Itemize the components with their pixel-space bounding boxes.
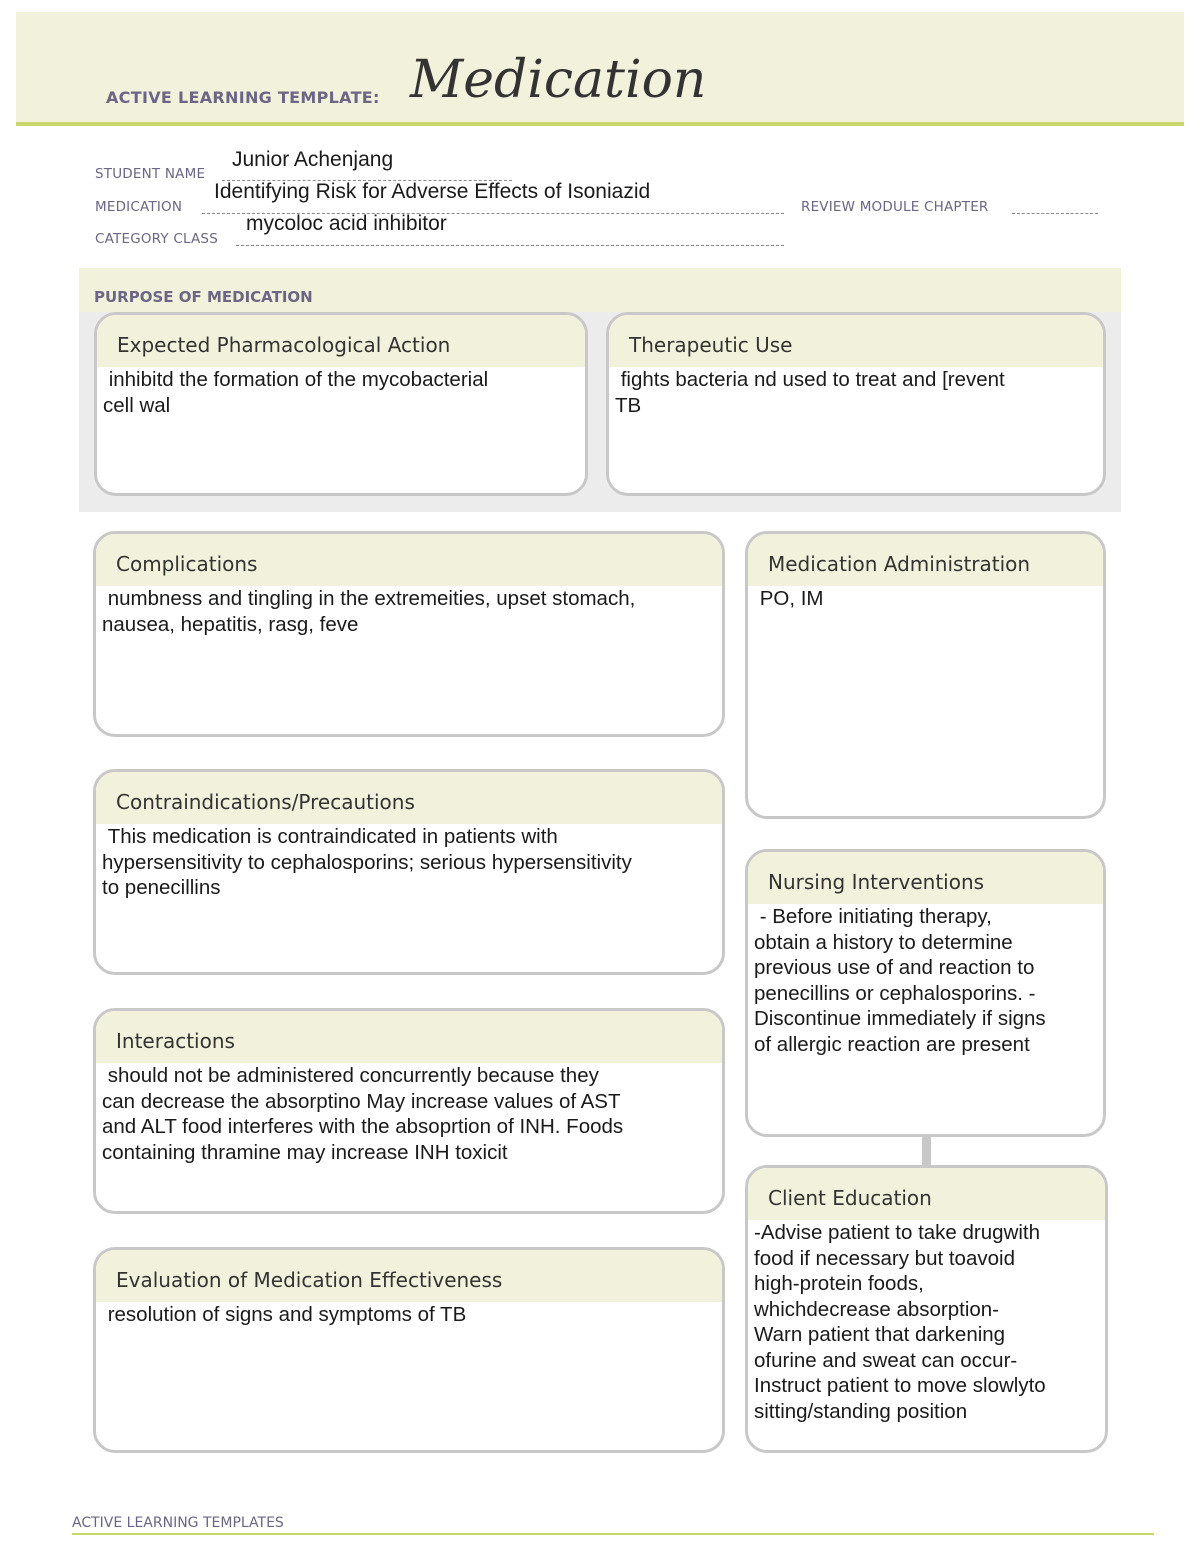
category-class-label: CATEGORY CLASS: [95, 231, 218, 247]
template-label: ACTIVE LEARNING TEMPLATE:: [106, 88, 380, 107]
interactions-card: [93, 1008, 725, 1214]
evaluation-text[interactable]: resolution of signs and symptoms of TB: [102, 1303, 467, 1326]
contraindications-text[interactable]: This medication is contraindicated in patients with hypersensitivity to cephalosporins; serious hypersensitivity to penecillins: [102, 825, 632, 899]
medication-administration-card: [745, 531, 1106, 819]
therapeutic-use-card: [606, 312, 1106, 496]
student-name-label: STUDENT NAME: [95, 166, 206, 182]
connector-bar: [922, 1136, 931, 1166]
client-education-card: [745, 1165, 1108, 1453]
evaluation-card: [93, 1247, 725, 1453]
expected-action-text[interactable]: inhibitd the formation of the mycobacterial cell wal: [103, 368, 489, 417]
contraindications-card: [93, 769, 725, 975]
evaluation-title: Evaluation of Medication Effectiveness: [96, 1250, 722, 1302]
footer-rule: [72, 1533, 1154, 1535]
page-title: Medication: [410, 50, 707, 110]
footer-label: ACTIVE LEARNING TEMPLATES: [72, 1515, 284, 1531]
therapeutic-use-text[interactable]: fights bacteria nd used to treat and [revent TB: [615, 368, 1005, 417]
therapeutic-use-title: Therapeutic Use: [609, 315, 1103, 367]
medication-administration-title: Medication Administration: [748, 534, 1103, 586]
contraindications-title: Contraindications/Precautions: [96, 772, 722, 824]
medication-administration-text[interactable]: PO, IM: [754, 587, 824, 610]
interactions-text[interactable]: should not be administered concurrently because they can decrease the absorptino May increase values of AST and ALT food interferes with the absoprtion of INH. Foods containing thramine may increase INH toxicit: [102, 1064, 624, 1164]
interactions-title: Interactions: [96, 1011, 722, 1063]
expected-action-card: [94, 312, 588, 496]
complications-title: Complications: [96, 534, 722, 586]
nursing-interventions-title: Nursing Interventions: [748, 852, 1103, 904]
complications-card: [93, 531, 725, 737]
header-rule: [16, 122, 1184, 126]
review-module-line: [1012, 213, 1098, 214]
client-education-title: Client Education: [748, 1168, 1105, 1220]
medication-label: MEDICATION: [95, 199, 183, 215]
medication-field[interactable]: Identifying Risk for Adverse Effects of Isoniazid: [214, 180, 651, 203]
client-education-text[interactable]: -Advise patient to take drugwith food if necessary but toavoid high-protein foods, whichdecrease absorption- Warn patient that darkening ofurine and sweat can occur- Instruct patient to move slowlyto sitting/standing position: [754, 1221, 1046, 1423]
purpose-label: PURPOSE OF MEDICATION: [94, 288, 313, 306]
category-class-field[interactable]: mycoloc acid inhibitor: [246, 212, 447, 235]
nursing-interventions-card: [745, 849, 1106, 1137]
complications-text[interactable]: numbness and tingling in the extremeities, upset stomach, nausea, hepatitis, rasg, feve: [102, 587, 636, 636]
category-class-line: [236, 245, 784, 246]
review-module-label: REVIEW MODULE CHAPTER: [801, 199, 989, 215]
student-name-field[interactable]: Junior Achenjang: [232, 148, 394, 171]
nursing-interventions-text[interactable]: - Before initiating therapy, obtain a history to determine previous use of and reaction to penecillins or cephalosporins. - Discontinue immediately if signs of allergic reaction are present: [754, 905, 1046, 1056]
expected-action-title: Expected Pharmacological Action: [97, 315, 585, 367]
